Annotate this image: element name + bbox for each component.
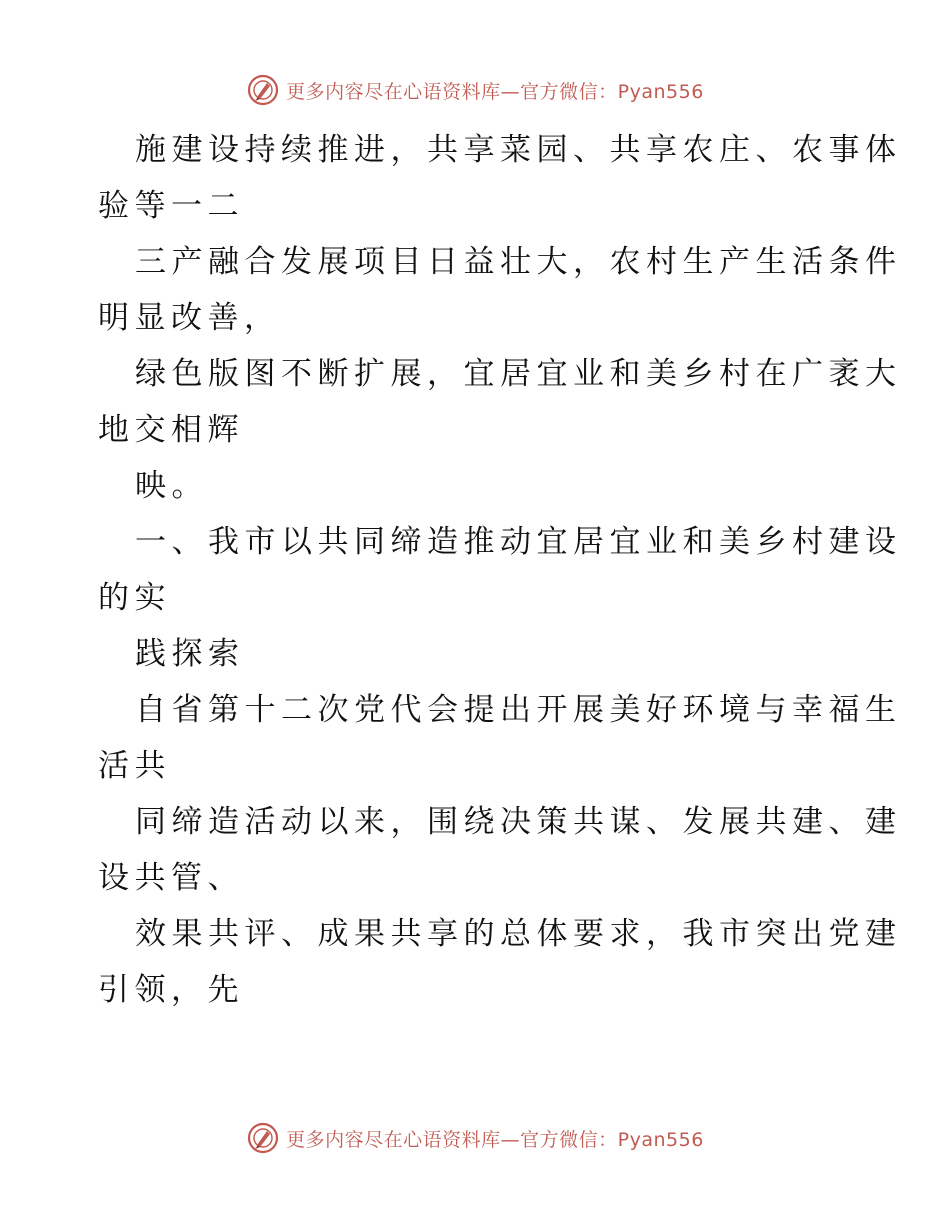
footer-watermark-text: 更多内容尽在心语资料库—官方微信：Pyan556 xyxy=(286,1128,704,1151)
body-line: 同缔造活动以来，围绕决策共谋、发展共建、建 xyxy=(135,804,902,840)
body-line: 验等一二 xyxy=(98,188,244,224)
document-body xyxy=(98,122,902,1018)
body-line: 设共管、 xyxy=(98,860,244,896)
section-heading-line: 一、我市以共同缔造推动宜居宜业和美乡村建设 xyxy=(135,524,902,560)
body-line: 施建设持续推进，共享菜园、共享农庄、农事体 xyxy=(135,132,902,168)
section-heading-line: 践探索 xyxy=(135,636,245,672)
body-line: 引领，先 xyxy=(98,972,244,1008)
section-heading-line: 的实 xyxy=(98,580,171,616)
header-watermark xyxy=(0,70,950,110)
body-line: 地交相辉 xyxy=(98,412,244,448)
body-line: 明显改善， xyxy=(98,300,281,336)
body-line: 映。 xyxy=(135,468,208,504)
body-line: 三产融合发展项目日益壮大，农村生产生活条件 xyxy=(135,244,902,280)
footer-watermark xyxy=(0,1118,950,1158)
pen-nib-logo-icon xyxy=(246,1121,280,1155)
body-line: 效果共评、成果共享的总体要求，我市突出党建 xyxy=(135,916,902,952)
body-line: 绿色版图不断扩展，宜居宜业和美乡村在广袤大 xyxy=(135,356,902,392)
header-watermark-text: 更多内容尽在心语资料库—官方微信：Pyan556 xyxy=(286,80,704,103)
body-line: 自省第十二次党代会提出开展美好环境与幸福生 xyxy=(135,692,902,728)
body-line: 活共 xyxy=(98,748,171,784)
pen-nib-logo-icon xyxy=(246,73,280,107)
